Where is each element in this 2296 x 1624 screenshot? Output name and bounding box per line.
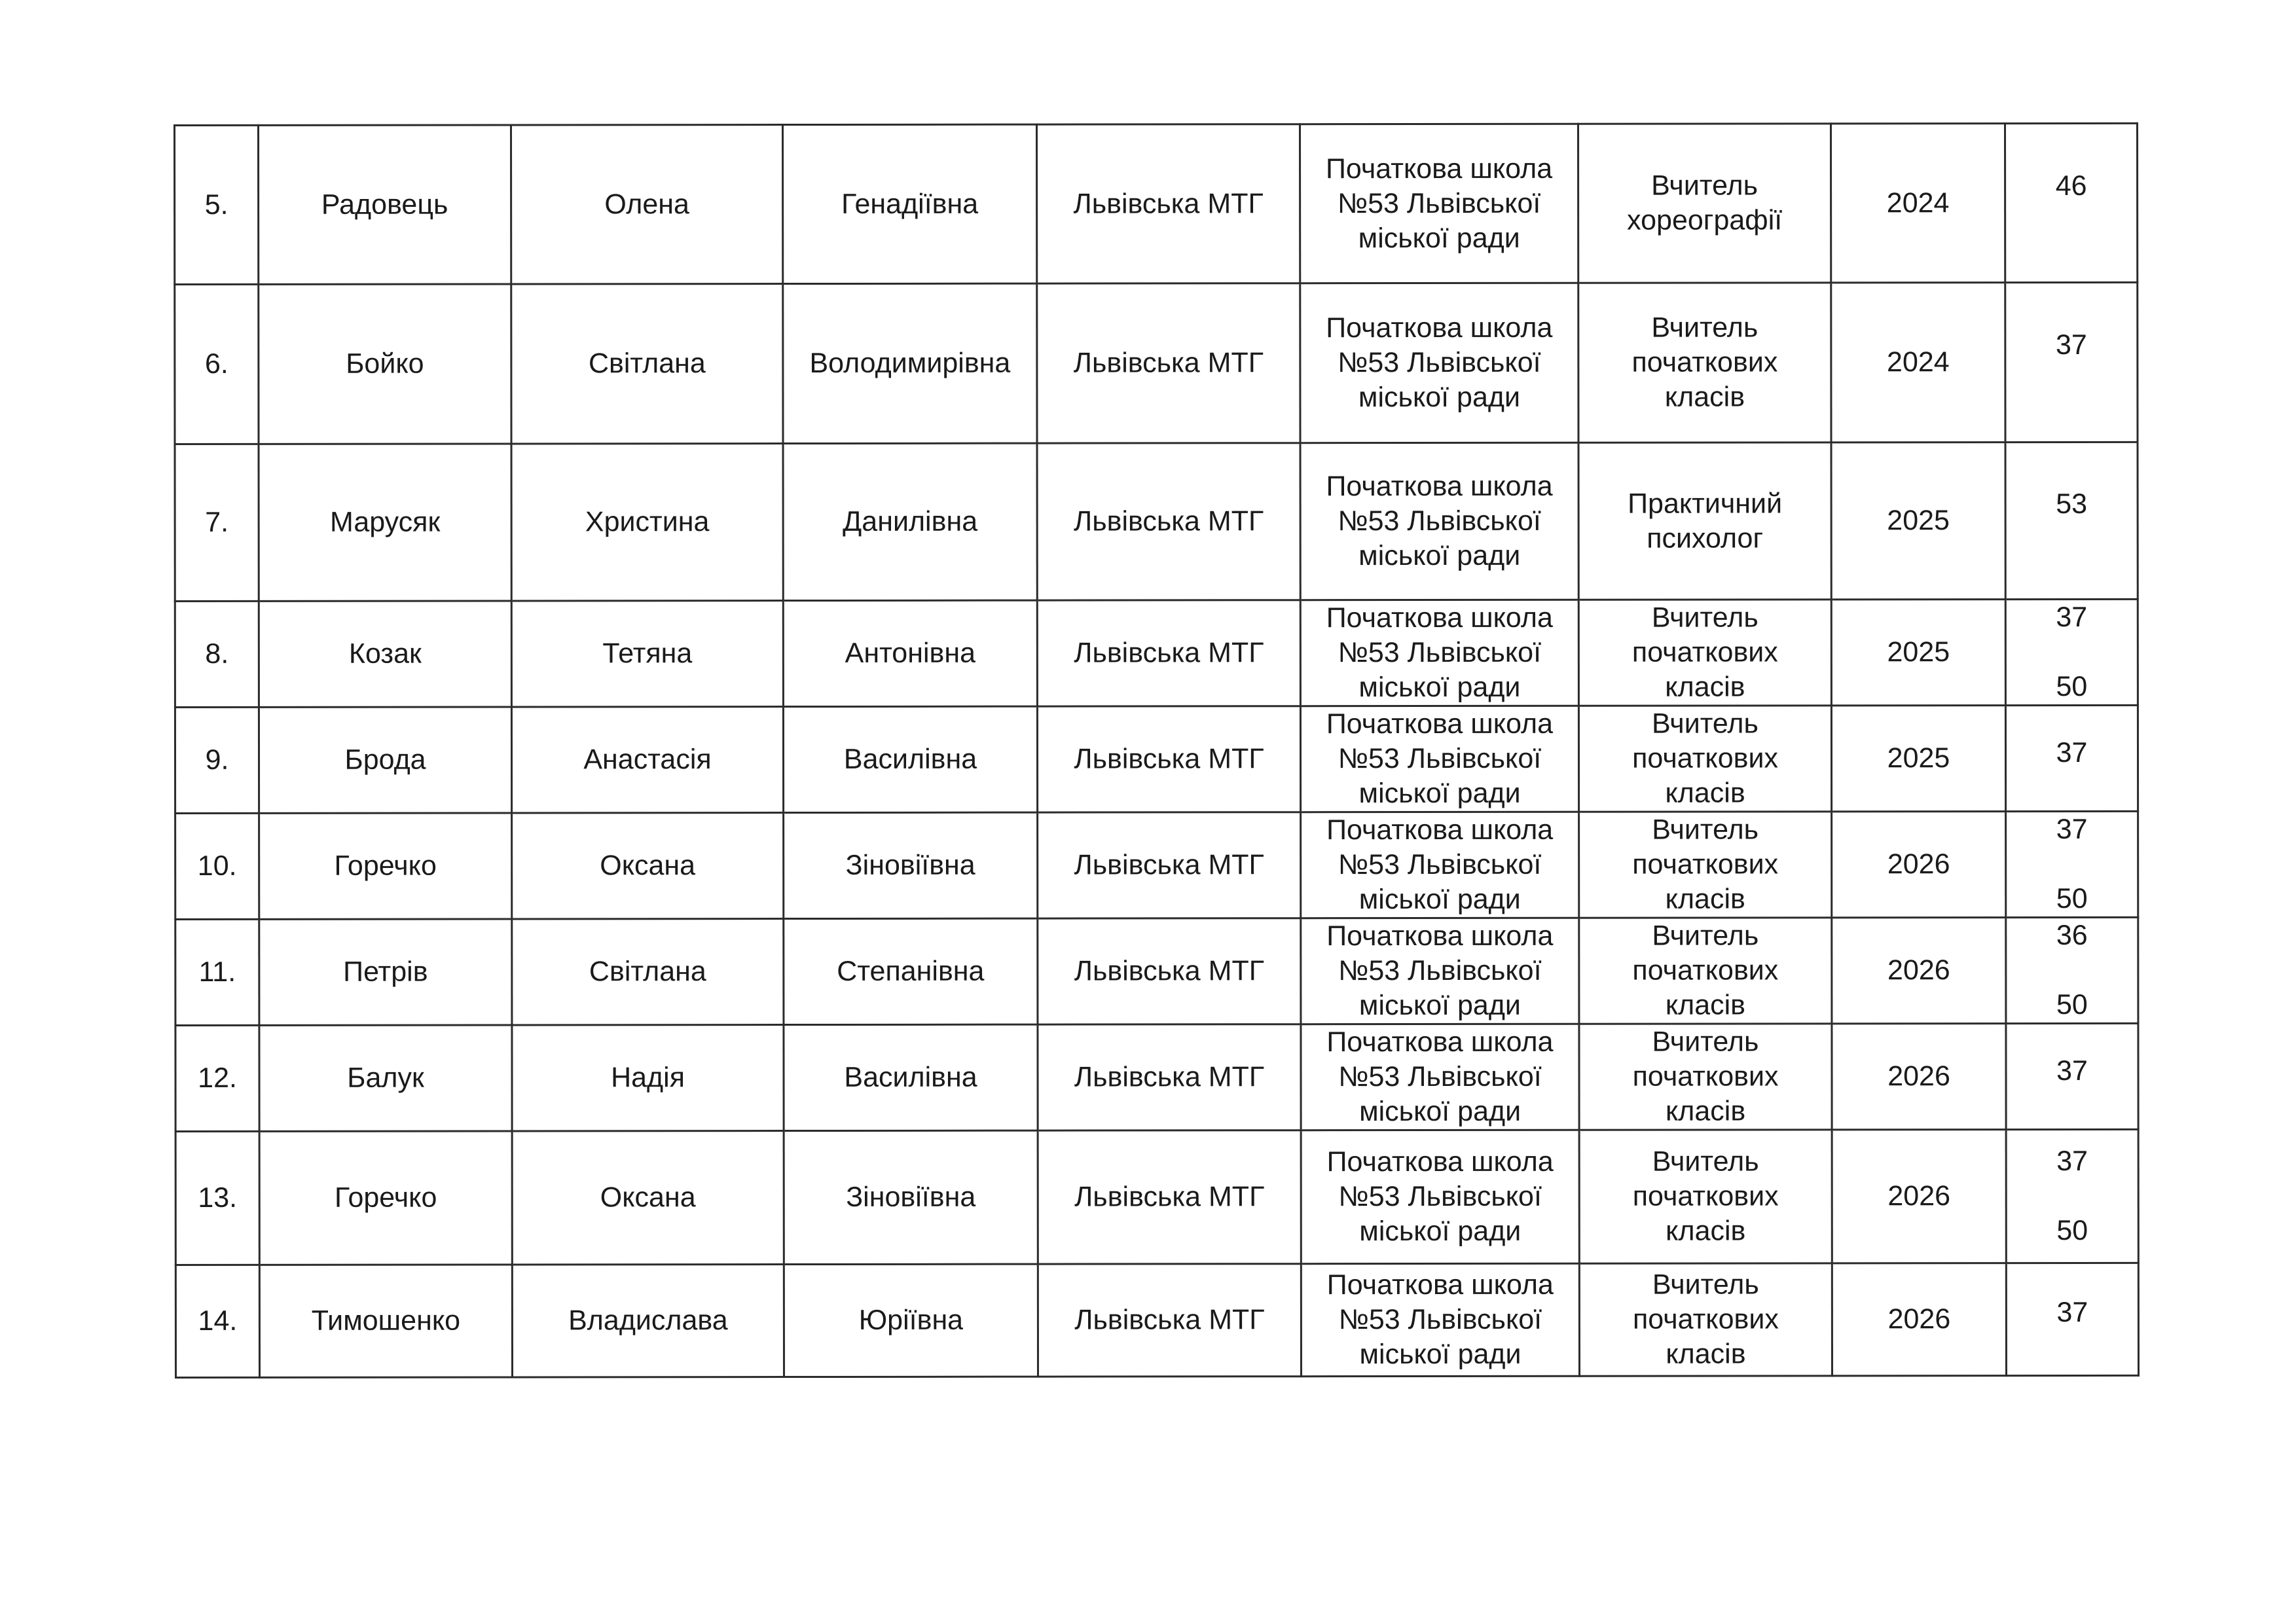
position-cell-line: початкових (1632, 1303, 1779, 1335)
hours-value: 37 (2056, 1296, 2088, 1328)
position-cell-line: класів (1666, 1338, 1746, 1370)
patronymic-cell: Зіновіївна (784, 812, 1038, 918)
institution-cell-line: міської ради (1358, 381, 1520, 414)
year-cell: 2025 (1831, 442, 2005, 600)
first-name-cell: Надія (512, 1025, 784, 1131)
hours-cell (2005, 442, 2138, 599)
year-cell: 2026 (1832, 1263, 2006, 1376)
position-cell (1578, 706, 1831, 812)
hours-value: 37 (2056, 736, 2088, 768)
position-cell-line: Вчитель (1651, 708, 1758, 740)
patronymic-cell: Василівна (784, 1024, 1038, 1130)
institution-cell-line: №53 Львівської (1337, 187, 1541, 219)
institution-cell-line: Початкова школа (1326, 920, 1554, 952)
patronymic-cell: Антонівна (783, 600, 1037, 706)
position-cell (1579, 1130, 1832, 1263)
table-row (175, 282, 2138, 444)
hours-value: 46 (2055, 170, 2087, 202)
hours-cell (2005, 599, 2138, 705)
institution-cell-line: №53 Львівської (1338, 1180, 1542, 1213)
community-cell: Львівська МТГ (1037, 124, 1300, 283)
position-cell-line: класів (1664, 381, 1745, 413)
hours-gap (2007, 635, 2137, 670)
hours-cell (2006, 917, 2138, 1023)
surname-cell: Марусяк (259, 444, 511, 601)
position-cell-line: Вчитель (1651, 602, 1758, 634)
surname-cell: Петрів (259, 919, 512, 1025)
first-name-cell: Світлана (512, 919, 784, 1025)
hours-gap (2007, 847, 2137, 882)
institution-cell (1300, 706, 1578, 812)
position-cell-line: Вчитель (1652, 814, 1759, 846)
institution-cell-line: Початкова школа (1326, 1026, 1554, 1058)
position-cell-line: Вчитель (1651, 170, 1758, 202)
position-cell-line: початкових (1632, 1060, 1779, 1092)
year-cell: 2024 (1831, 283, 2005, 442)
institution-cell-line: міської ради (1358, 671, 1521, 704)
table-row (175, 599, 2138, 707)
row-number-cell: 6. (175, 284, 259, 444)
table-row (175, 1263, 2138, 1377)
position-cell-line: класів (1665, 989, 1746, 1021)
staff-table (173, 122, 2140, 1379)
first-name-cell: Оксана (512, 813, 784, 919)
year-cell: 2026 (1832, 812, 2006, 918)
hours-cell (2005, 705, 2138, 811)
row-number-cell: 12. (175, 1025, 259, 1131)
table-row (175, 1129, 2138, 1265)
row-number-cell: 13. (175, 1131, 259, 1265)
position-cell-line: класів (1666, 1215, 1746, 1247)
position-cell (1578, 600, 1831, 706)
surname-cell: Бойко (259, 284, 511, 444)
position-cell-line: психолог (1647, 522, 1764, 554)
hours-cell (2006, 1023, 2138, 1129)
community-cell: Львівська МТГ (1037, 283, 1300, 443)
community-cell: Львівська МТГ (1037, 443, 1300, 600)
hours-value: 50 (2056, 1214, 2088, 1246)
position-cell-line: початкових (1632, 954, 1779, 986)
year-cell: 2025 (1831, 706, 2005, 812)
position-cell-line: класів (1665, 883, 1745, 915)
position-cell (1579, 1024, 1832, 1130)
position-cell-line: класів (1665, 777, 1745, 809)
institution-cell-line: №53 Львівської (1338, 505, 1541, 537)
institution-cell (1301, 1263, 1579, 1376)
hours-value: 37 (2055, 329, 2087, 361)
hours-gap (2007, 953, 2137, 988)
institution-cell-line: міської ради (1359, 1215, 1522, 1248)
first-name-cell: Олена (511, 125, 783, 284)
institution-cell-line: міської ради (1359, 1338, 1522, 1371)
position-cell-line: Вчитель (1652, 1146, 1759, 1178)
patronymic-cell: Володимирівна (783, 283, 1037, 443)
institution-cell-line: Початкова школа (1326, 1146, 1554, 1178)
patronymic-cell: Степанівна (784, 918, 1038, 1024)
patronymic-cell: Юріївна (784, 1264, 1038, 1377)
institution-cell-line: Початкова школа (1326, 708, 1554, 740)
institution-cell-line: №53 Львівської (1338, 1303, 1542, 1336)
position-cell-line: хореографії (1627, 204, 1783, 236)
hours-gap (2007, 1179, 2138, 1214)
community-cell: Львівська МТГ (1038, 918, 1301, 1024)
hours-value: 50 (2056, 670, 2088, 702)
patronymic-cell: Василівна (783, 706, 1037, 812)
row-number-cell: 5. (175, 125, 259, 284)
year-cell: 2025 (1831, 600, 2005, 706)
year-cell: 2026 (1832, 1130, 2006, 1263)
institution-cell-line: Початкова школа (1325, 153, 1553, 185)
table-body (175, 123, 2139, 1377)
institution-cell-line: №53 Львівської (1338, 346, 1541, 379)
position-cell-line: Вчитель (1652, 920, 1759, 952)
community-cell: Львівська МТГ (1037, 706, 1300, 812)
hours-value: 50 (2056, 988, 2088, 1020)
hours-cell (2005, 282, 2138, 442)
hours-cell (2006, 1263, 2138, 1375)
institution-cell (1301, 812, 1579, 918)
institution-cell-line: міської ради (1358, 222, 1520, 254)
position-cell (1578, 442, 1831, 600)
position-cell (1579, 1263, 1832, 1376)
row-number-cell: 14. (175, 1265, 259, 1377)
table-row (175, 1023, 2138, 1131)
hours-value: 37 (2056, 1145, 2088, 1177)
patronymic-cell: Данилівна (783, 443, 1037, 600)
surname-cell: Тимошенко (259, 1265, 512, 1377)
position-cell-line: Вчитель (1652, 1026, 1759, 1058)
surname-cell: Козак (259, 601, 511, 707)
table-row (175, 442, 2138, 601)
institution-cell-line: міської ради (1359, 1095, 1522, 1128)
surname-cell: Радовець (259, 125, 511, 284)
position-cell-line: класів (1665, 671, 1745, 703)
patronymic-cell: Зіновіївна (784, 1130, 1038, 1264)
table-row (175, 705, 2138, 813)
hours-value: 37 (2056, 813, 2088, 845)
institution-cell-line: №53 Львівської (1338, 848, 1542, 881)
institution-cell (1300, 442, 1578, 600)
institution-cell-line: Початкова школа (1326, 312, 1553, 344)
table-row (175, 811, 2138, 919)
institution-cell-line: Початкова школа (1326, 602, 1553, 634)
year-cell: 2026 (1832, 918, 2006, 1024)
year-cell: 2024 (1831, 124, 2005, 283)
community-cell: Львівська МТГ (1037, 600, 1300, 706)
institution-cell (1300, 283, 1578, 442)
hours-value: 53 (2056, 488, 2088, 520)
row-number-cell: 8. (175, 601, 259, 707)
institution-cell-line: №53 Львівської (1338, 742, 1542, 775)
first-name-cell: Христина (511, 444, 783, 601)
position-cell-line: Вчитель (1651, 312, 1758, 344)
hours-value: 37 (2056, 1055, 2088, 1087)
hours-value: 37 (2056, 601, 2088, 633)
community-cell: Львівська МТГ (1038, 1024, 1301, 1130)
community-cell: Львівська МТГ (1038, 1264, 1301, 1377)
community-cell: Львівська МТГ (1038, 812, 1301, 918)
first-name-cell: Оксана (512, 1131, 784, 1265)
surname-cell: Балук (259, 1025, 512, 1131)
hours-value: 36 (2056, 919, 2088, 951)
first-name-cell: Анастасія (511, 707, 783, 813)
institution-cell-line: міської ради (1358, 989, 1521, 1022)
position-cell-line: початкових (1632, 1180, 1779, 1212)
position-cell (1578, 283, 1831, 442)
institution-cell (1300, 600, 1578, 706)
institution-cell-line: міської ради (1358, 539, 1521, 572)
institution-cell-line: №53 Львівської (1338, 636, 1542, 669)
hours-cell (2006, 811, 2138, 917)
row-number-cell: 10. (175, 813, 259, 919)
institution-cell-line: Початкова школа (1326, 1269, 1554, 1301)
institution-cell-line: №53 Львівської (1338, 954, 1542, 987)
hours-value: 50 (2056, 882, 2088, 914)
hours-cell (2005, 123, 2138, 282)
row-number-cell: 11. (175, 919, 259, 1025)
position-cell-line: початкових (1631, 346, 1778, 378)
surname-cell: Брода (259, 707, 511, 813)
patronymic-cell: Генадіївна (783, 124, 1037, 283)
institution-cell (1301, 1024, 1579, 1130)
institution-cell-line: міської ради (1358, 883, 1521, 916)
table-row (175, 123, 2138, 284)
year-cell: 2026 (1832, 1024, 2006, 1130)
first-name-cell: Тетяна (511, 601, 783, 707)
position-cell-line: Практичний (1628, 487, 1783, 520)
position-cell (1579, 812, 1832, 918)
position-cell-line: початкових (1631, 636, 1778, 668)
position-cell (1578, 124, 1831, 283)
first-name-cell: Світлана (511, 284, 783, 444)
institution-cell-line: Початкова школа (1326, 470, 1553, 503)
position-cell-line: класів (1665, 1095, 1746, 1127)
institution-cell (1301, 1130, 1579, 1263)
first-name-cell: Владислава (512, 1265, 784, 1377)
position-cell-line: Вчитель (1652, 1269, 1759, 1301)
row-number-cell: 9. (175, 707, 259, 813)
institution-cell (1300, 124, 1578, 283)
institution-cell (1301, 918, 1579, 1024)
position-cell (1579, 918, 1832, 1024)
community-cell: Львівська МТГ (1038, 1130, 1301, 1264)
surname-cell: Горечко (259, 813, 512, 919)
institution-cell-line: №53 Львівської (1338, 1060, 1542, 1093)
row-number-cell: 7. (175, 444, 259, 601)
position-cell-line: початкових (1632, 742, 1778, 774)
table-row (175, 917, 2138, 1025)
hours-cell (2006, 1129, 2138, 1263)
institution-cell-line: Початкова школа (1326, 814, 1554, 846)
surname-cell: Горечко (259, 1131, 512, 1265)
institution-cell-line: міської ради (1358, 777, 1521, 810)
position-cell-line: початкових (1632, 848, 1779, 880)
